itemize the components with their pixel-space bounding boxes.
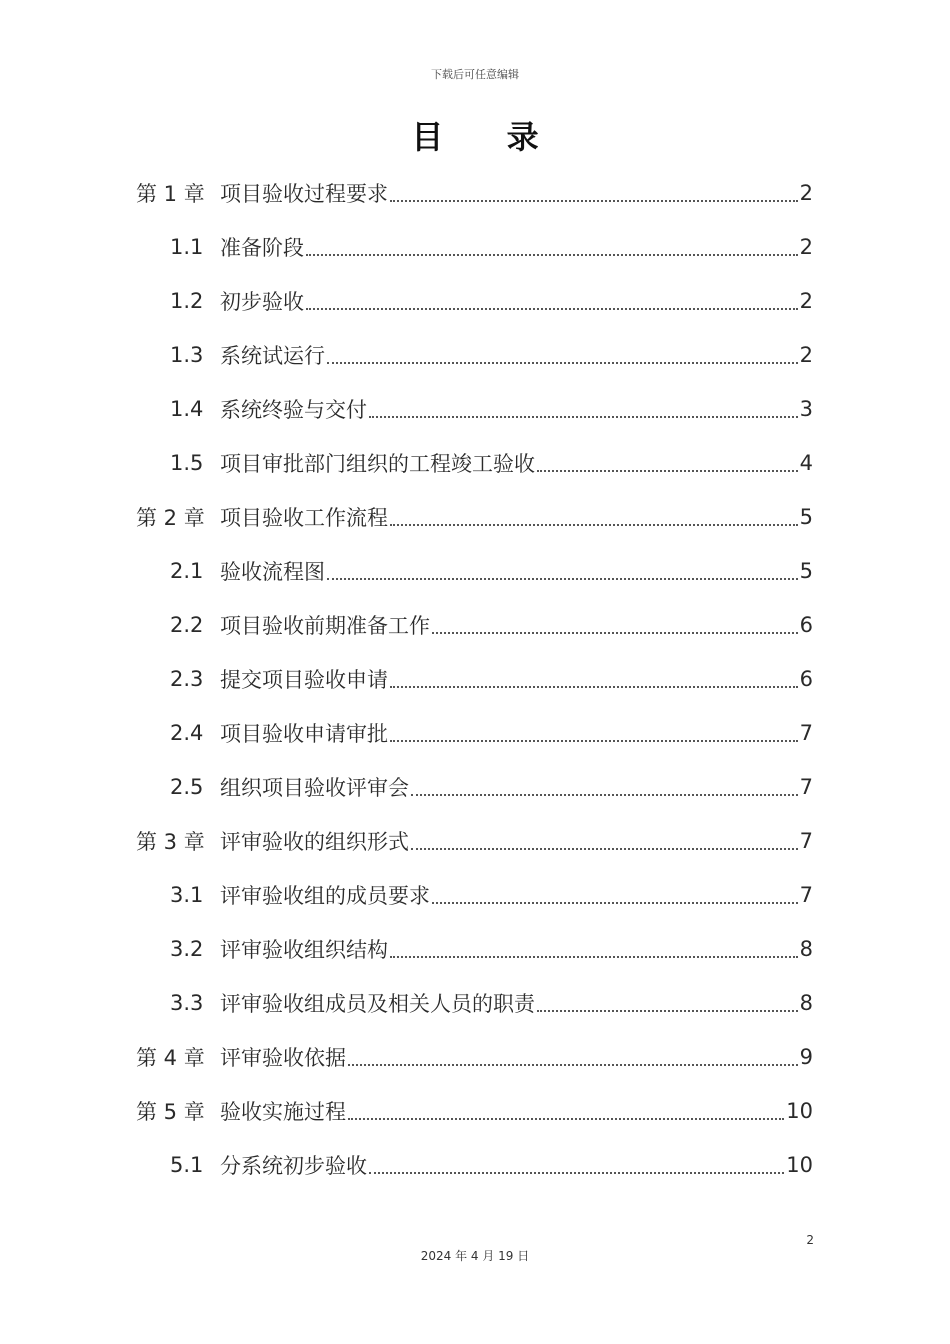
toc-section-entry[interactable] [136,922,813,976]
toc-entry-title: 项目验收申请审批 [220,722,388,746]
toc-dot-leader [537,469,798,472]
toc-entry-title: 评审验收组成员及相关人员的职责 [220,992,535,1016]
toc-entry-page: 5 [799,505,813,529]
toc-dot-leader [348,1117,784,1120]
toc-dot-leader [327,361,798,364]
toc-section-entry[interactable] [136,436,813,490]
toc-chapter-entry[interactable] [136,166,813,220]
table-of-contents [136,166,813,1192]
toc-dot-leader [306,307,798,310]
toc-entry-page: 8 [799,937,813,961]
toc-section-entry[interactable] [136,328,813,382]
toc-dot-leader [369,1171,784,1174]
toc-entry-title: 评审验收组的成员要求 [220,884,430,908]
toc-dot-leader [411,793,798,796]
toc-chapter-entry[interactable] [136,490,813,544]
toc-entry-page: 10 [786,1099,813,1123]
toc-entry-number: 2.3 [170,667,204,691]
toc-section-entry[interactable] [136,220,813,274]
toc-section-entry[interactable] [136,976,813,1030]
toc-entry-page: 9 [799,1045,813,1069]
toc-entry-page: 10 [786,1153,813,1177]
toc-entry-number: 第 1 章 [136,182,205,206]
toc-entry-title: 项目审批部门组织的工程竣工验收 [220,452,535,476]
toc-entry-title: 系统终验与交付 [220,398,367,422]
toc-entry-number: 2.1 [170,559,204,583]
toc-dot-leader [411,847,798,850]
toc-dot-leader [432,631,798,634]
toc-entry-title: 分系统初步验收 [220,1154,367,1178]
toc-chapter-entry[interactable] [136,814,813,868]
toc-chapter-entry[interactable] [136,1030,813,1084]
toc-entry-page: 5 [799,559,813,583]
toc-dot-leader [390,523,798,526]
toc-entry-number: 1.2 [170,289,204,313]
toc-entry-title: 项目验收工作流程 [220,506,388,530]
toc-entry-page: 6 [799,667,813,691]
toc-section-entry[interactable] [136,1138,813,1192]
toc-entry-title: 评审验收依据 [220,1046,346,1070]
toc-section-entry[interactable] [136,652,813,706]
toc-dot-leader [348,1063,798,1066]
toc-entry-page: 2 [799,343,813,367]
toc-dot-leader [390,199,798,202]
toc-section-entry[interactable] [136,274,813,328]
toc-dot-leader [369,415,798,418]
toc-dot-leader [432,901,798,904]
toc-entry-title: 初步验收 [220,290,304,314]
toc-entry-title: 项目验收过程要求 [220,182,388,206]
toc-entry-number: 第 5 章 [136,1100,205,1124]
toc-entry-number: 2.2 [170,613,204,637]
toc-dot-leader [327,577,798,580]
toc-section-entry[interactable] [136,868,813,922]
toc-entry-number: 1.1 [170,235,204,259]
toc-entry-number: 2.4 [170,721,204,745]
toc-section-entry[interactable] [136,544,813,598]
toc-entry-title: 评审验收组织结构 [220,938,388,962]
toc-dot-leader [390,955,798,958]
toc-entry-title: 组织项目验收评审会 [220,776,409,800]
toc-section-entry[interactable] [136,706,813,760]
toc-entry-number: 第 2 章 [136,506,205,530]
toc-entry-title: 提交项目验收申请 [220,668,388,692]
toc-entry-number: 5.1 [170,1153,204,1177]
page-number: 2 [806,1233,814,1247]
toc-entry-number: 3.1 [170,883,204,907]
footer-date: 2024 年 4 月 19 日 [420,1249,530,1263]
header-note: 下载后可任意编辑 [431,68,519,81]
toc-entry-number: 1.5 [170,451,204,475]
toc-entry-page: 3 [799,397,813,421]
toc-entry-page: 7 [799,829,813,853]
toc-chapter-entry[interactable] [136,1084,813,1138]
toc-entry-number: 第 3 章 [136,830,205,854]
toc-entry-number: 3.2 [170,937,204,961]
toc-entry-title: 系统试运行 [220,344,325,368]
toc-entry-title: 验收流程图 [220,560,325,584]
toc-dot-leader [537,1009,798,1012]
toc-entry-title: 评审验收的组织形式 [220,830,409,854]
toc-entry-page: 2 [799,235,813,259]
toc-section-entry[interactable] [136,760,813,814]
toc-dot-leader [390,685,798,688]
toc-entry-page: 8 [799,991,813,1015]
toc-entry-page: 4 [799,451,813,475]
toc-entry-title: 项目验收前期准备工作 [220,614,430,638]
toc-entry-number: 1.4 [170,397,204,421]
toc-entry-number: 第 4 章 [136,1046,205,1070]
toc-entry-title: 验收实施过程 [220,1100,346,1124]
toc-dot-leader [306,253,798,256]
toc-entry-page: 2 [799,181,813,205]
toc-entry-page: 6 [799,613,813,637]
toc-section-entry[interactable] [136,598,813,652]
toc-entry-title: 准备阶段 [220,236,304,260]
toc-entry-number: 2.5 [170,775,204,799]
toc-entry-page: 7 [799,721,813,745]
toc-section-entry[interactable] [136,382,813,436]
toc-entry-number: 1.3 [170,343,204,367]
toc-entry-page: 7 [799,883,813,907]
toc-entry-number: 3.3 [170,991,204,1015]
toc-entry-page: 7 [799,775,813,799]
toc-entry-page: 2 [799,289,813,313]
page-title: 目 录 [411,118,565,156]
toc-dot-leader [390,739,798,742]
